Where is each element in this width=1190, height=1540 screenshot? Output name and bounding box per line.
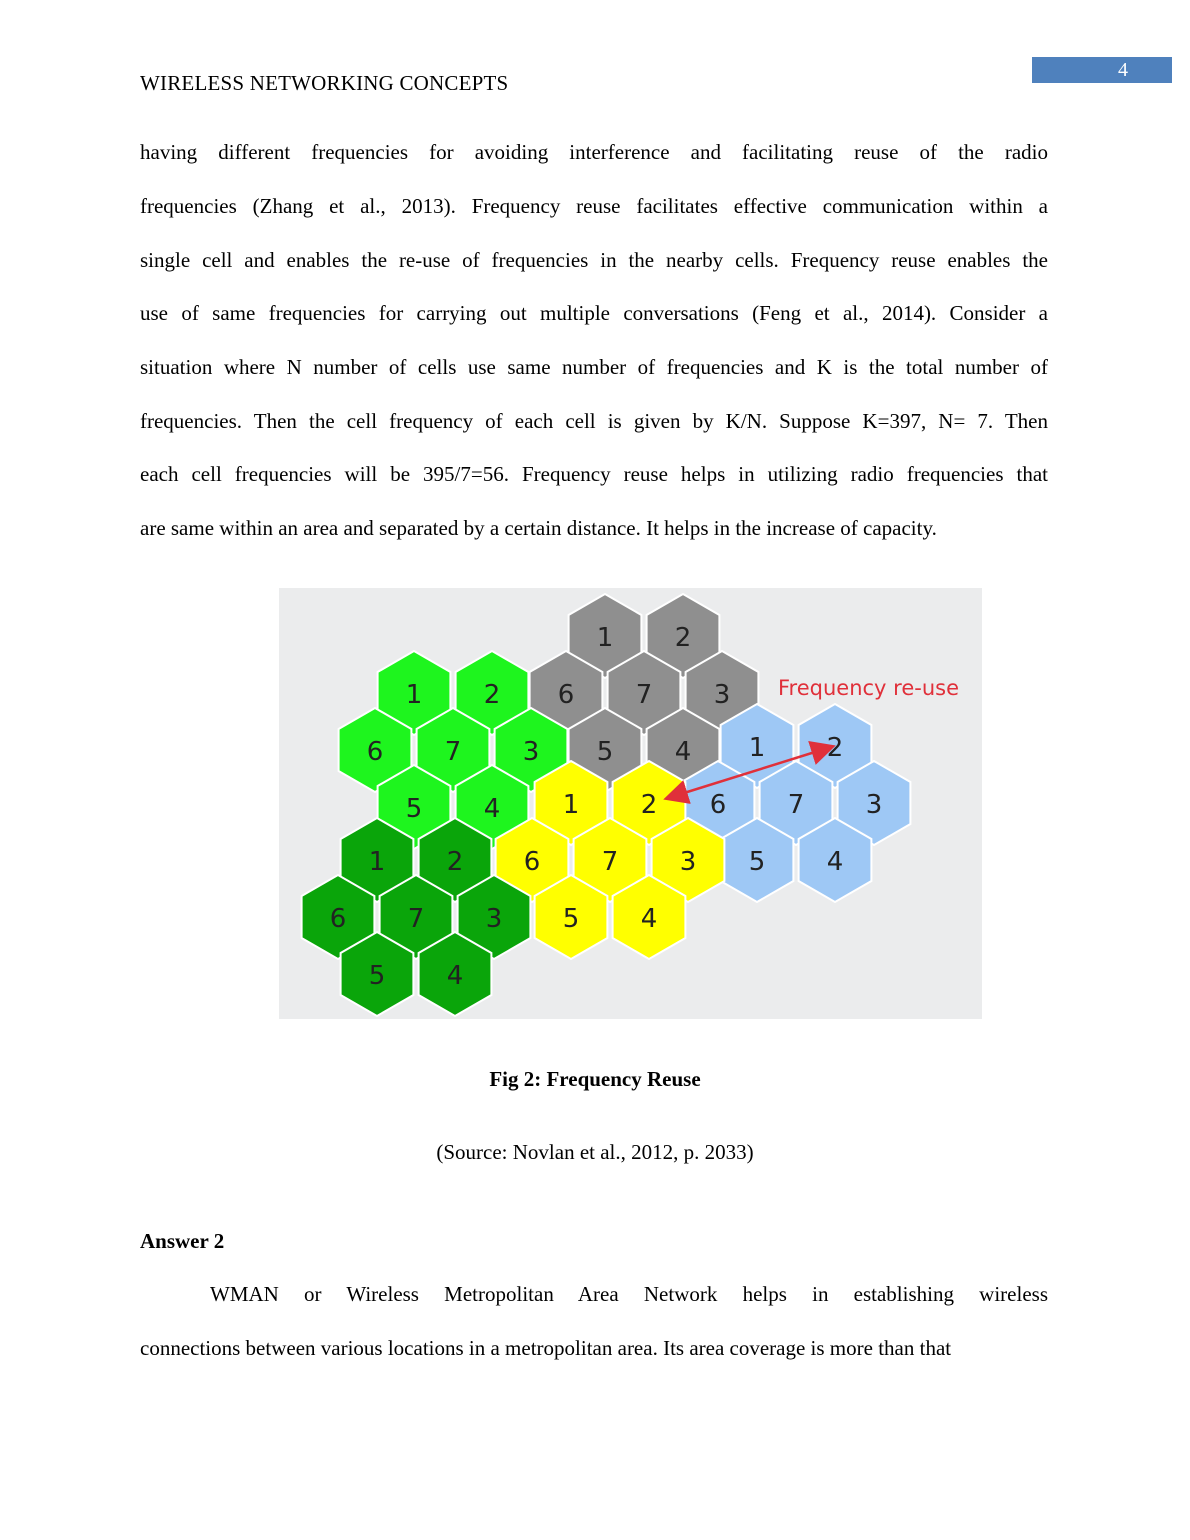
hex-cell-label: 5 xyxy=(596,737,614,767)
hex-cell-label: 6 xyxy=(523,847,541,877)
hex-cell-label: 6 xyxy=(366,737,384,767)
paragraph-line: use of same frequencies for carrying out multiple conversations (Feng et al., 2014). Consider a xyxy=(140,301,1048,325)
hex-cell-label: 7 xyxy=(407,904,425,934)
page-number: 4 xyxy=(1032,57,1172,83)
hex-cell-label: 6 xyxy=(709,790,727,820)
hex-cell-label: 2 xyxy=(674,623,692,653)
hex-cell-label: 5 xyxy=(405,794,423,824)
hex-cell-label: 2 xyxy=(483,680,501,710)
hex-cell-label: 4 xyxy=(826,847,844,877)
paragraph-line: frequencies. Then the cell frequency of each cell is given by K/N. Suppose K=397, N= 7. Then xyxy=(140,409,1048,433)
hex-cell-label: 7 xyxy=(787,790,805,820)
hex-cell-diagram xyxy=(279,588,982,1019)
hex-cell-label: 1 xyxy=(748,733,766,763)
hex-cell-label: 2 xyxy=(640,790,658,820)
hex-cell-label: 2 xyxy=(826,733,844,763)
paragraph-line: are same within an area and separated by a certain distance. It helps in the increase of capacity. xyxy=(140,516,937,540)
hex-cell-label: 3 xyxy=(713,680,731,710)
hex-cell-label: 3 xyxy=(485,904,503,934)
hex-cell-label: 4 xyxy=(640,904,658,934)
hex-cell-label: 3 xyxy=(522,737,540,767)
hex-cell-label: 5 xyxy=(368,961,386,991)
paragraph-line: single cell and enables the re-use of frequencies in the nearby cells. Frequency reuse enables the xyxy=(140,248,1048,272)
hex-cell-label: 4 xyxy=(446,961,464,991)
paragraph-line: connections between various locations in a metropolitan area. Its area coverage is more than that xyxy=(140,1336,952,1360)
hex-cell-label: 5 xyxy=(562,904,580,934)
hex-cell-label: 3 xyxy=(865,790,883,820)
hex-cell-label: 1 xyxy=(368,847,386,877)
hex-cell-label: 7 xyxy=(635,680,653,710)
hex-cell-label: 7 xyxy=(601,847,619,877)
hex-cell-label: 3 xyxy=(679,847,697,877)
hex-cell-label: 1 xyxy=(596,623,614,653)
hex-cell-label: 6 xyxy=(557,680,575,710)
hex-cell-label: 1 xyxy=(405,680,423,710)
paragraph-line: having different frequencies for avoiding interference and facilitating reuse of the radio xyxy=(140,140,1048,164)
figure-source: (Source: Novlan et al., 2012, p. 2033) xyxy=(436,1140,754,1164)
running-head: WIRELESS NETWORKING CONCEPTS xyxy=(140,71,509,95)
hex-cell-label: 5 xyxy=(748,847,766,877)
answer-heading: Answer 2 xyxy=(140,1229,225,1253)
hex-cell-label: 4 xyxy=(674,737,692,767)
hex-cell-label: 4 xyxy=(483,794,501,824)
hex-cell-label: 1 xyxy=(562,790,580,820)
hex-cell-label: 6 xyxy=(329,904,347,934)
paragraph-line: each cell frequencies will be 395/7=56. Frequency reuse helps in utilizing radio frequencies that xyxy=(140,462,1048,486)
paragraph-line: situation where N number of cells use same number of frequencies and K is the total number of xyxy=(140,355,1048,379)
hex-cell-label: 7 xyxy=(444,737,462,767)
paragraph-line: frequencies (Zhang et al., 2013). Frequency reuse facilitates effective communication within a xyxy=(140,194,1048,218)
hex-cell-label: 2 xyxy=(446,847,464,877)
frequency-reuse-figure xyxy=(279,588,982,1019)
paragraph-line: WMAN or Wireless Metropolitan Area Network helps in establishing wireless xyxy=(210,1282,1048,1306)
frequency-reuse-label: Frequency re-use xyxy=(778,676,960,700)
figure-caption: Fig 2: Frequency Reuse xyxy=(489,1067,701,1091)
